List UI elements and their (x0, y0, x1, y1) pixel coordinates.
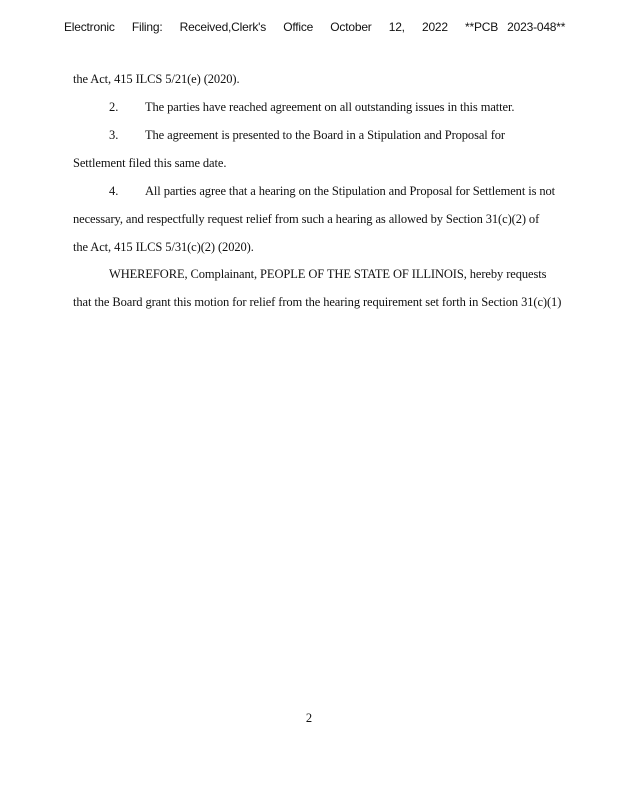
header-office: Office (283, 20, 314, 34)
header-year: 2022 (421, 20, 448, 34)
header-filing: Filing: (131, 20, 163, 34)
header-electronic: Electronic (64, 20, 115, 34)
header-pcb: **PCB (465, 20, 499, 34)
header-received: Received,Clerk's (179, 20, 267, 34)
item-3-continuation: Settlement filed this same date. (73, 156, 227, 170)
header-month: October (330, 20, 372, 34)
item-4-text: All parties agree that a hearing on the Stipulation and Proposal for Settlement is not (145, 184, 556, 198)
page-number: 2 (305, 711, 313, 725)
item-3-number: 3. (109, 128, 119, 142)
header-day: 12, (388, 20, 405, 34)
item-2-text: The parties have reached agreement on all outstanding issues in this matter. (145, 100, 515, 114)
item-4-number: 4. (109, 184, 119, 198)
item-4-continuation-1: necessary, and respectfully request relief from such a hearing as allowed by Section 31(c)(2) of (73, 212, 540, 226)
wherefore-continuation: that the Board grant this motion for relief from the hearing requirement set forth in Section 31(c)(1) (73, 295, 562, 309)
wherefore-clause: WHEREFORE, Complainant, PEOPLE OF THE STATE OF ILLINOIS, hereby requests (109, 267, 547, 281)
item-4-continuation-2: the Act, 415 ILCS 5/31(c)(2) (2020). (73, 240, 254, 254)
item-2-number: 2. (109, 100, 119, 114)
item-3-text: The agreement is presented to the Board in a Stipulation and Proposal for (145, 128, 505, 142)
filing-stamp-header (64, 20, 579, 34)
paragraph-1-end: the Act, 415 ILCS 5/21(e) (2020). (73, 72, 240, 86)
header-case-number: 2023-048** (507, 20, 566, 34)
